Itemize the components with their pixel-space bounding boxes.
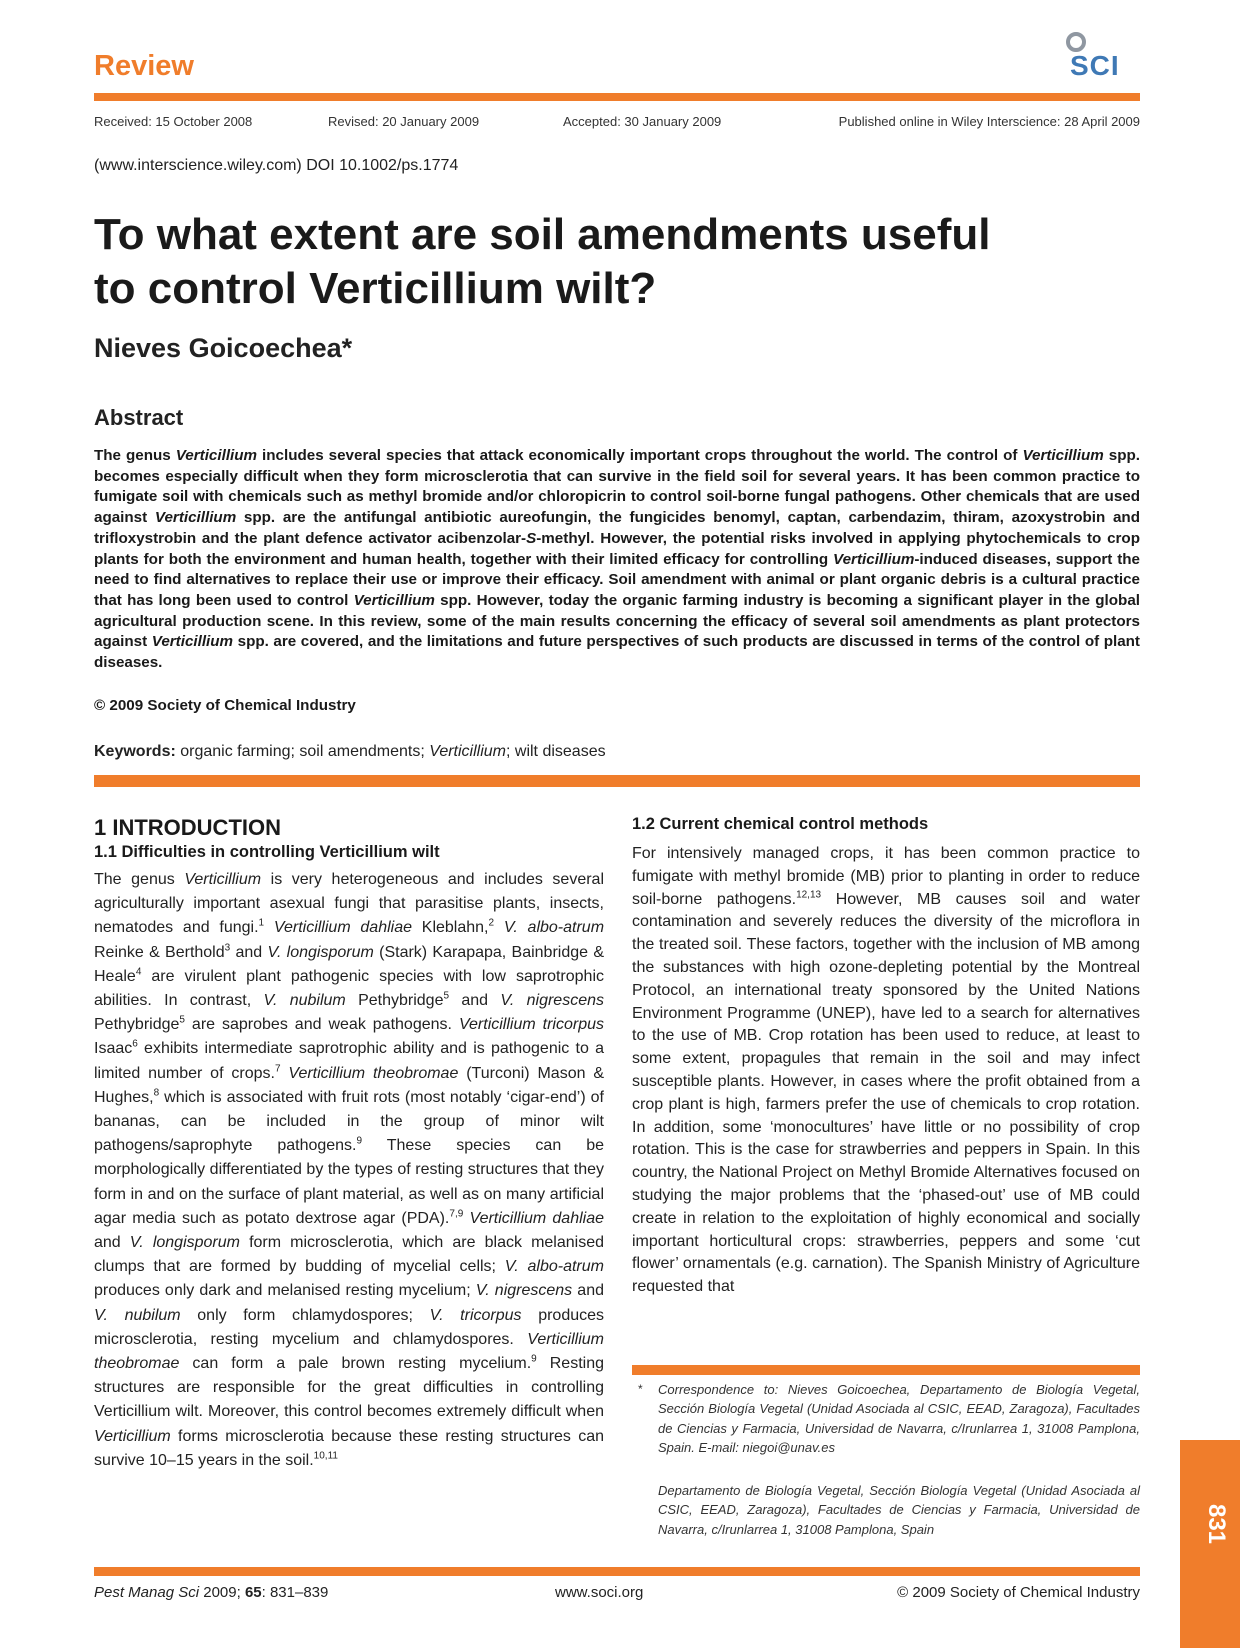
footnote-rule [632,1365,1140,1375]
text-seg: forms microsclerotia because these resting structures can survive 10–15 years in the soil. [94,1427,604,1469]
text-seg: are saprobes and weak pathogens. [184,1016,459,1034]
text-italic: Verticillium [94,1427,171,1445]
section-rule [94,775,1140,787]
page-number-tab [1180,1440,1240,1648]
sci-logo [1062,28,1142,83]
abstract-text [94,446,1140,674]
abstract-italic: Verticillium [833,550,915,568]
author-name: Nieves Goicoechea* [94,333,353,363]
citation-ref: 10,11 [313,1450,338,1462]
text-seg: is very heterogeneous and includes several agriculturally important asexual fungi that parasitise plants, insects, nematodes and fungi. [94,871,604,937]
abstract-seg: -induced diseases, support the need to find alternatives to replace their use or improve their efficacy. Soil amendment with animal or plant organic debris is a cultural practice that has long been used to control [94,550,1140,609]
abstract-seg: spp. However, today the organic farming industry is becoming a significant player in the global agricultural production scene. In this review, some of the main results concerning the efficacy of several soil amendments as plant protectors against [94,591,1140,651]
text-seg: Pethybridge [345,992,444,1010]
title-line-1: To what extent are soil amendments useful [94,210,991,259]
journal-name: Pest Manag Sci [94,1584,200,1601]
text-seg: Isaac [94,1040,133,1058]
citation-ref: 2 [488,918,495,930]
abstract-heading: Abstract [94,405,184,430]
citation-ref: 6 [132,1039,138,1051]
citation-ref: 4 [135,966,142,978]
received-date: Received: 15 October 2008 [94,114,253,129]
text-italic: V. tricorpus [429,1306,522,1324]
keywords-seg: ; wilt diseases [506,743,606,760]
title-line-2: to control Verticillium wilt? [94,264,657,313]
text-seg: produces only dark and melanised resting mycelium; [94,1282,476,1300]
logo-text: SCI [1070,50,1120,81]
text-seg: (Turconi) Mason & Hughes, [94,1064,605,1106]
journal-pages: : 831–839 [261,1584,329,1601]
footer-copyright: © 2009 Society of Chemical Industry [897,1584,1140,1601]
text-seg: and [230,943,268,961]
accepted-date: Accepted: 30 January 2009 [563,114,722,129]
text-italic: V. longisporum [267,943,374,961]
text-italic: Verticillium tricorpus [458,1016,605,1034]
citation-ref: 12,13 [796,889,822,901]
intro-heading: 1 INTRODUCTION [94,815,281,840]
keywords-label: Keywords: [94,743,176,760]
affiliation-footnote: Departamento de Biología Vegetal, Sección Biología Vegetal (Unidad Asociada al CSIC, EEAD, Zaragoza), Facultades de Ciencias y Farmacia, Universidad de Navarra, c/Irunlarrea 1, 31008 Pamplona, Spain [658,1483,1140,1537]
text-seg: Reinke & Berthold [94,943,225,961]
journal-citation [94,1584,328,1601]
section-label: Review [94,50,194,82]
text-seg: only form chlamydospores; [180,1306,430,1324]
abstract-seg: The genus [94,447,176,464]
header-rule [94,93,1140,101]
text-seg: and [449,992,501,1010]
text-italic: V. albo-atrum [504,1258,604,1276]
citation-ref: 9 [531,1353,537,1365]
article-title [94,208,1140,316]
text-seg [264,919,274,936]
keywords-line [94,743,606,761]
published-date: Published online in Wiley Interscience: 28 April 2009 [838,114,1140,129]
text-seg: These species can be morphologically differentiated by the types of resting structures that they form in and on the surface of plant material, as well as on many artificial agar media such as potato dextrose agar (PDA). [94,1137,604,1227]
text-italic: V. nubilum [263,992,346,1010]
citation-ref: 1 [258,918,265,930]
text-italic: Verticillium dahliae [469,1209,605,1227]
keywords-seg: organic farming; soil amendments; [175,743,430,760]
abstract-seg: spp. becomes especially difficult when they form microsclerotia that can survive in the field soil for several years. It has been common practice to fumigate soil with chemicals such as methyl bromide and/or chloropicrin to control soil-borne fungal pathogens. Other chemicals that are used against [94,447,1140,527]
text-italic: V. albo-atrum [503,919,605,937]
text-seg: Pethybridge [94,1016,180,1034]
text-seg: For intensively managed crops, it has been common practice to fumigate with methyl bromide (MB) prior to planting in order to reduce soil-borne pathogens. [632,845,1140,908]
abstract-seg: spp. are covered, and the limitations and future perspectives of such products are discussed in terms of the control of plant diseases. [94,633,1140,672]
text-italic: Verticillium theobromae [288,1064,459,1082]
abstract-italic: S [526,529,537,547]
footer-rule [94,1567,1140,1576]
citation-ref: 7,9 [449,1208,464,1220]
abstract-seg: spp. are the antifungal antibiotic aureofungin, the fungicides benomyl, captan, carbendazim, thiram, azoxystrobin and trifloxystrobin and the plant defence activator acibenzolar- [94,509,1140,547]
text-seg [494,919,504,936]
text-seg: produces microsclerotia, resting mycelium and chlamydospores. [94,1306,605,1348]
page-number: 831 [1203,1503,1231,1545]
text-italic: V. nigrescens [475,1282,573,1300]
text-italic: V. nubilum [94,1306,181,1324]
text-seg: Resting structures are responsible for the great difficulties in controlling Verticillium wilt. Moreover, this control becomes extremely difficult when [94,1355,604,1421]
text-seg: The genus [94,871,185,888]
text-seg: (Stark) Karapapa, Bainbridge & Heale [94,943,604,985]
doi-line: (www.interscience.wiley.com) DOI 10.1002/ps.1774 [94,157,459,174]
left-column-text [94,868,604,1473]
text-italic: V. longisporum [129,1234,240,1252]
abstract-italic: Verticillium [151,633,234,651]
text-italic: V. nigrescens [500,992,604,1010]
footnote-marker: * [638,1382,643,1396]
abstract-seg: includes several species that attack economically important crops throughout the world. The control of [257,447,1023,464]
text-seg: and [572,1282,604,1300]
abstract-italic: Verticillium [1022,447,1104,464]
logo-ring-icon [1066,32,1086,52]
text-seg: However, MB causes soil and water contamination and severely reduces the diversity of the microflora in the treated soil. These factors, together with the inclusion of MB among the substances with high ozone-depleting potential by the Montreal Protocol, an international treaty sponsored by the United Nations Environment Programme (UNEP), have led to a search for alternatives to the use of MB. Crop rotation has been used to reduce, at least to some extent, propagules that remain in the soil and may infect susceptible plants. However, in cases where the profit obtained from a crop plant is high, farmers prefer the use of chemicals to crop rotation. In addition, some ‘monocultures’ have little or no possibility of crop rotation. This is the case for strawberries and peppers in Spain. In this country, the National Project on Methyl Bromide Alternatives focused on studying the major problems that the ‘phased-out’ use of MB could create in relation to the exploitation of highly economical and socially important horticultural crops: strawberries, peppers and some ‘cut flower’ ornamentals (e.g. carnation). The Spanish Ministry of Agriculture requested that [632,890,1141,1296]
citation-ref: 9 [356,1135,363,1147]
citation-ref: 8 [153,1087,160,1099]
text-italic: Verticillium theobromae [94,1330,604,1373]
abstract-italic: Verticillium [154,509,237,527]
text-seg: are virulent plant pathogenic species with low saprotrophic abilities. In contrast, [94,967,604,1010]
text-seg: and [94,1234,130,1252]
subsection-1-1-heading: 1.1 Difficulties in controlling Verticillium wilt [94,843,440,861]
text-seg: exhibits intermediate saprotrophic ability and is pathogenic to a limited number of crops. [94,1040,604,1082]
abstract-seg: -methyl. However, the potential risks involved in applying phytochemicals to crop plants for both the environment and human health, together with their limited efficacy for controlling [94,529,1140,568]
correspondence-footnote: Correspondence to: Nieves Goicoechea, Departamento de Biología Vegetal, Sección Biología Vegetal (Unidad Asociada al CSIC, EEAD, Zaragoza), Facultades de Ciencias y Farmacia, Universidad de Navarra, c/Irunlarrea 1, 31008 Pamplona, Spain. E-mail: niegoi@unav.es [658,1382,1140,1455]
text-seg: form microsclerotia, which are black melanised clumps that are formed by budding of mycelial cells; [94,1234,605,1276]
text-italic: Verticillium [184,871,262,888]
text-seg: Kleblahn, [412,919,489,937]
text-seg: which is associated with fruit rots (most notably ‘cigar-end’) of bananas, can be included in the group of minor wilt pathogens/saprophyte pathogens. [94,1088,604,1155]
revised-date: Revised: 20 January 2009 [328,114,480,129]
subsection-1-2-heading: 1.2 Current chemical control methods [632,815,929,833]
right-column-text [632,843,1140,1299]
journal-volume: 65 [244,1584,262,1601]
abstract-italic: Verticillium [353,591,435,609]
keywords-italic: Verticillium [429,743,506,760]
citation-ref: 5 [443,990,450,1002]
citation-ref: 5 [179,1014,185,1026]
citation-ref: 7 [274,1063,281,1075]
text-italic: Verticillium dahliae [273,919,413,937]
website-link[interactable]: www.soci.org [555,1584,644,1601]
abstract-italic: Verticillium [175,447,258,464]
text-seg: can form a pale brown resting mycelium. [179,1355,532,1373]
journal-year: 2009; [199,1584,245,1601]
citation-ref: 3 [224,942,231,954]
abstract-copyright: © 2009 Society of Chemical Industry [94,697,356,714]
